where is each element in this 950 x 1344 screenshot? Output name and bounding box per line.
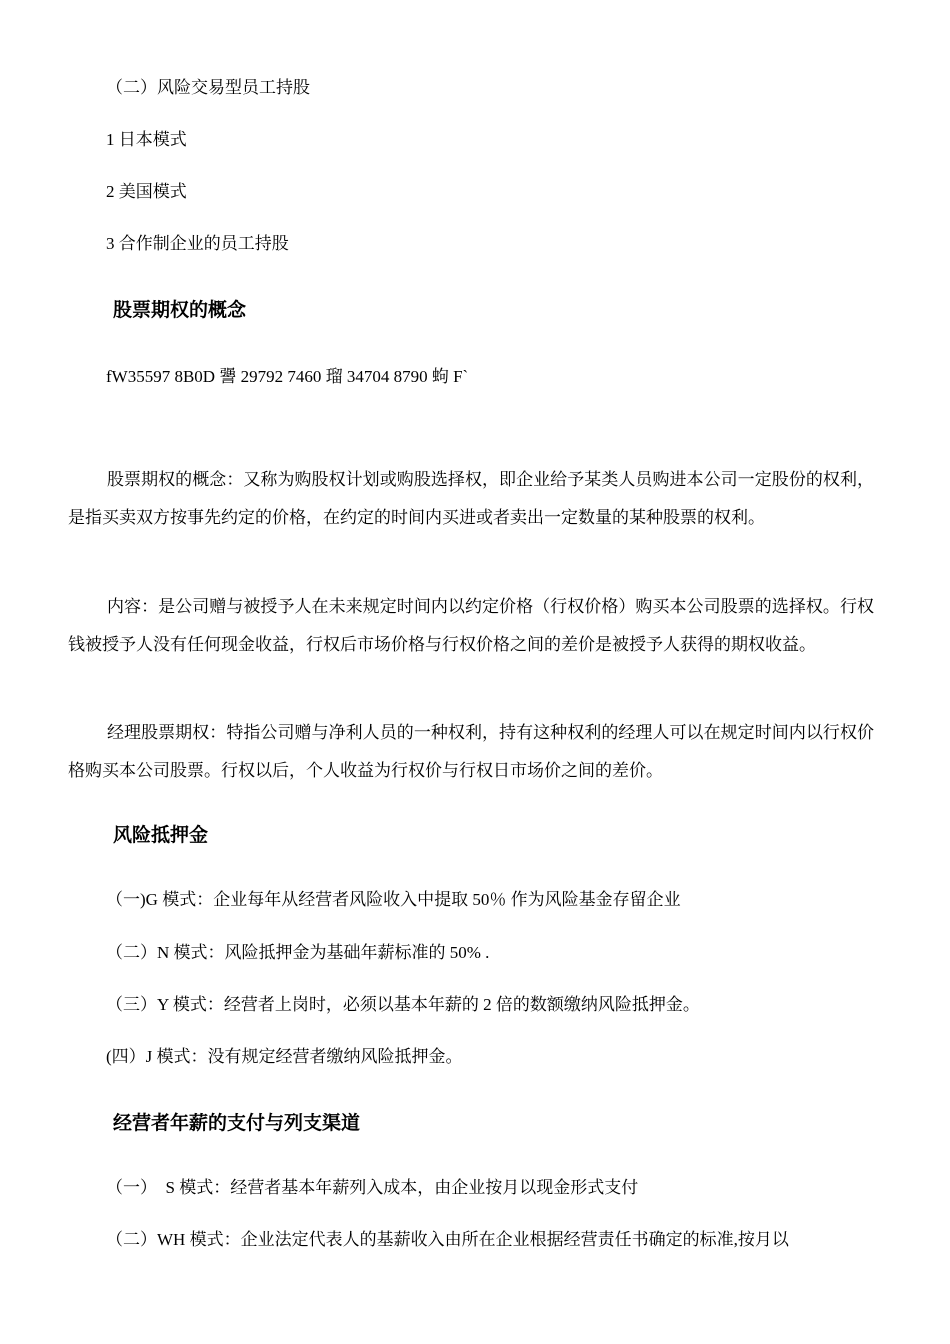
stock-option-content-paragraph: 内容：是公司赠与被授予人在未来规定时间内以约定价格（行权价格）购买本公司股票的选择权。行权钱被授予人没有任何现金收益，行权后市场价格与行权价格之间的差价是被授予人获得的期权收益。 (68, 597, 874, 654)
stock-option-definition-paragraph: 股票期权的概念：又称为购股权计划或购股选择权，即企业给予某类人员购进本公司一定股份的权利，是指买卖双方按事先约定的价格，在约定的时间内买进或者卖出一定数量的某种股票的权利。 (68, 470, 874, 527)
list-item: （一） S 模式：经营者基本年薪列入成本，由企业按月以现金形式支付 (106, 1178, 639, 1197)
list-item: 1 日本模式 (106, 130, 187, 149)
list-item: （二）WH 模式：企业法定代表人的基薪收入由所在企业根据经营责任书确定的标准,按月以 (106, 1230, 789, 1249)
list-item: （三）Y 模式：经营者上岗时，必须以基本年薪的 2 倍的数额缴纳风险抵押金。 (106, 995, 700, 1014)
risk-trade-title: （二）风险交易型员工持股 (106, 78, 310, 97)
code-line: fW35597 8B0D 謽 29792 7460 瑠 34704 8790 蚼 F` (106, 367, 469, 386)
list-item: （一)G 模式：企业每年从经营者风险收入中提取 50％ 作为风险基金存留企业 (106, 890, 681, 909)
list-item: 3 合作制企业的员工持股 (106, 234, 289, 253)
payment-heading: 经营者年薪的支付与列支渠道 (113, 1112, 361, 1134)
list-item: （二）N 模式：风险抵押金为基础年薪标准的 50% . (106, 943, 490, 962)
list-item: 2 美国模式 (106, 182, 187, 201)
manager-stock-option-paragraph: 经理股票期权：特指公司赠与净利人员的一种权利，持有这种权利的经理人可以在规定时间内以行权价格购买本公司股票。行权以后，个人收益为行权价与行权日市场价之间的差价。 (68, 723, 874, 780)
list-item: (四）J 模式：没有规定经营者缴纳风险抵押金。 (106, 1047, 463, 1066)
risk-deposit-heading: 风险抵押金 (113, 824, 209, 846)
stock-option-heading: 股票期权的概念 (113, 299, 247, 321)
